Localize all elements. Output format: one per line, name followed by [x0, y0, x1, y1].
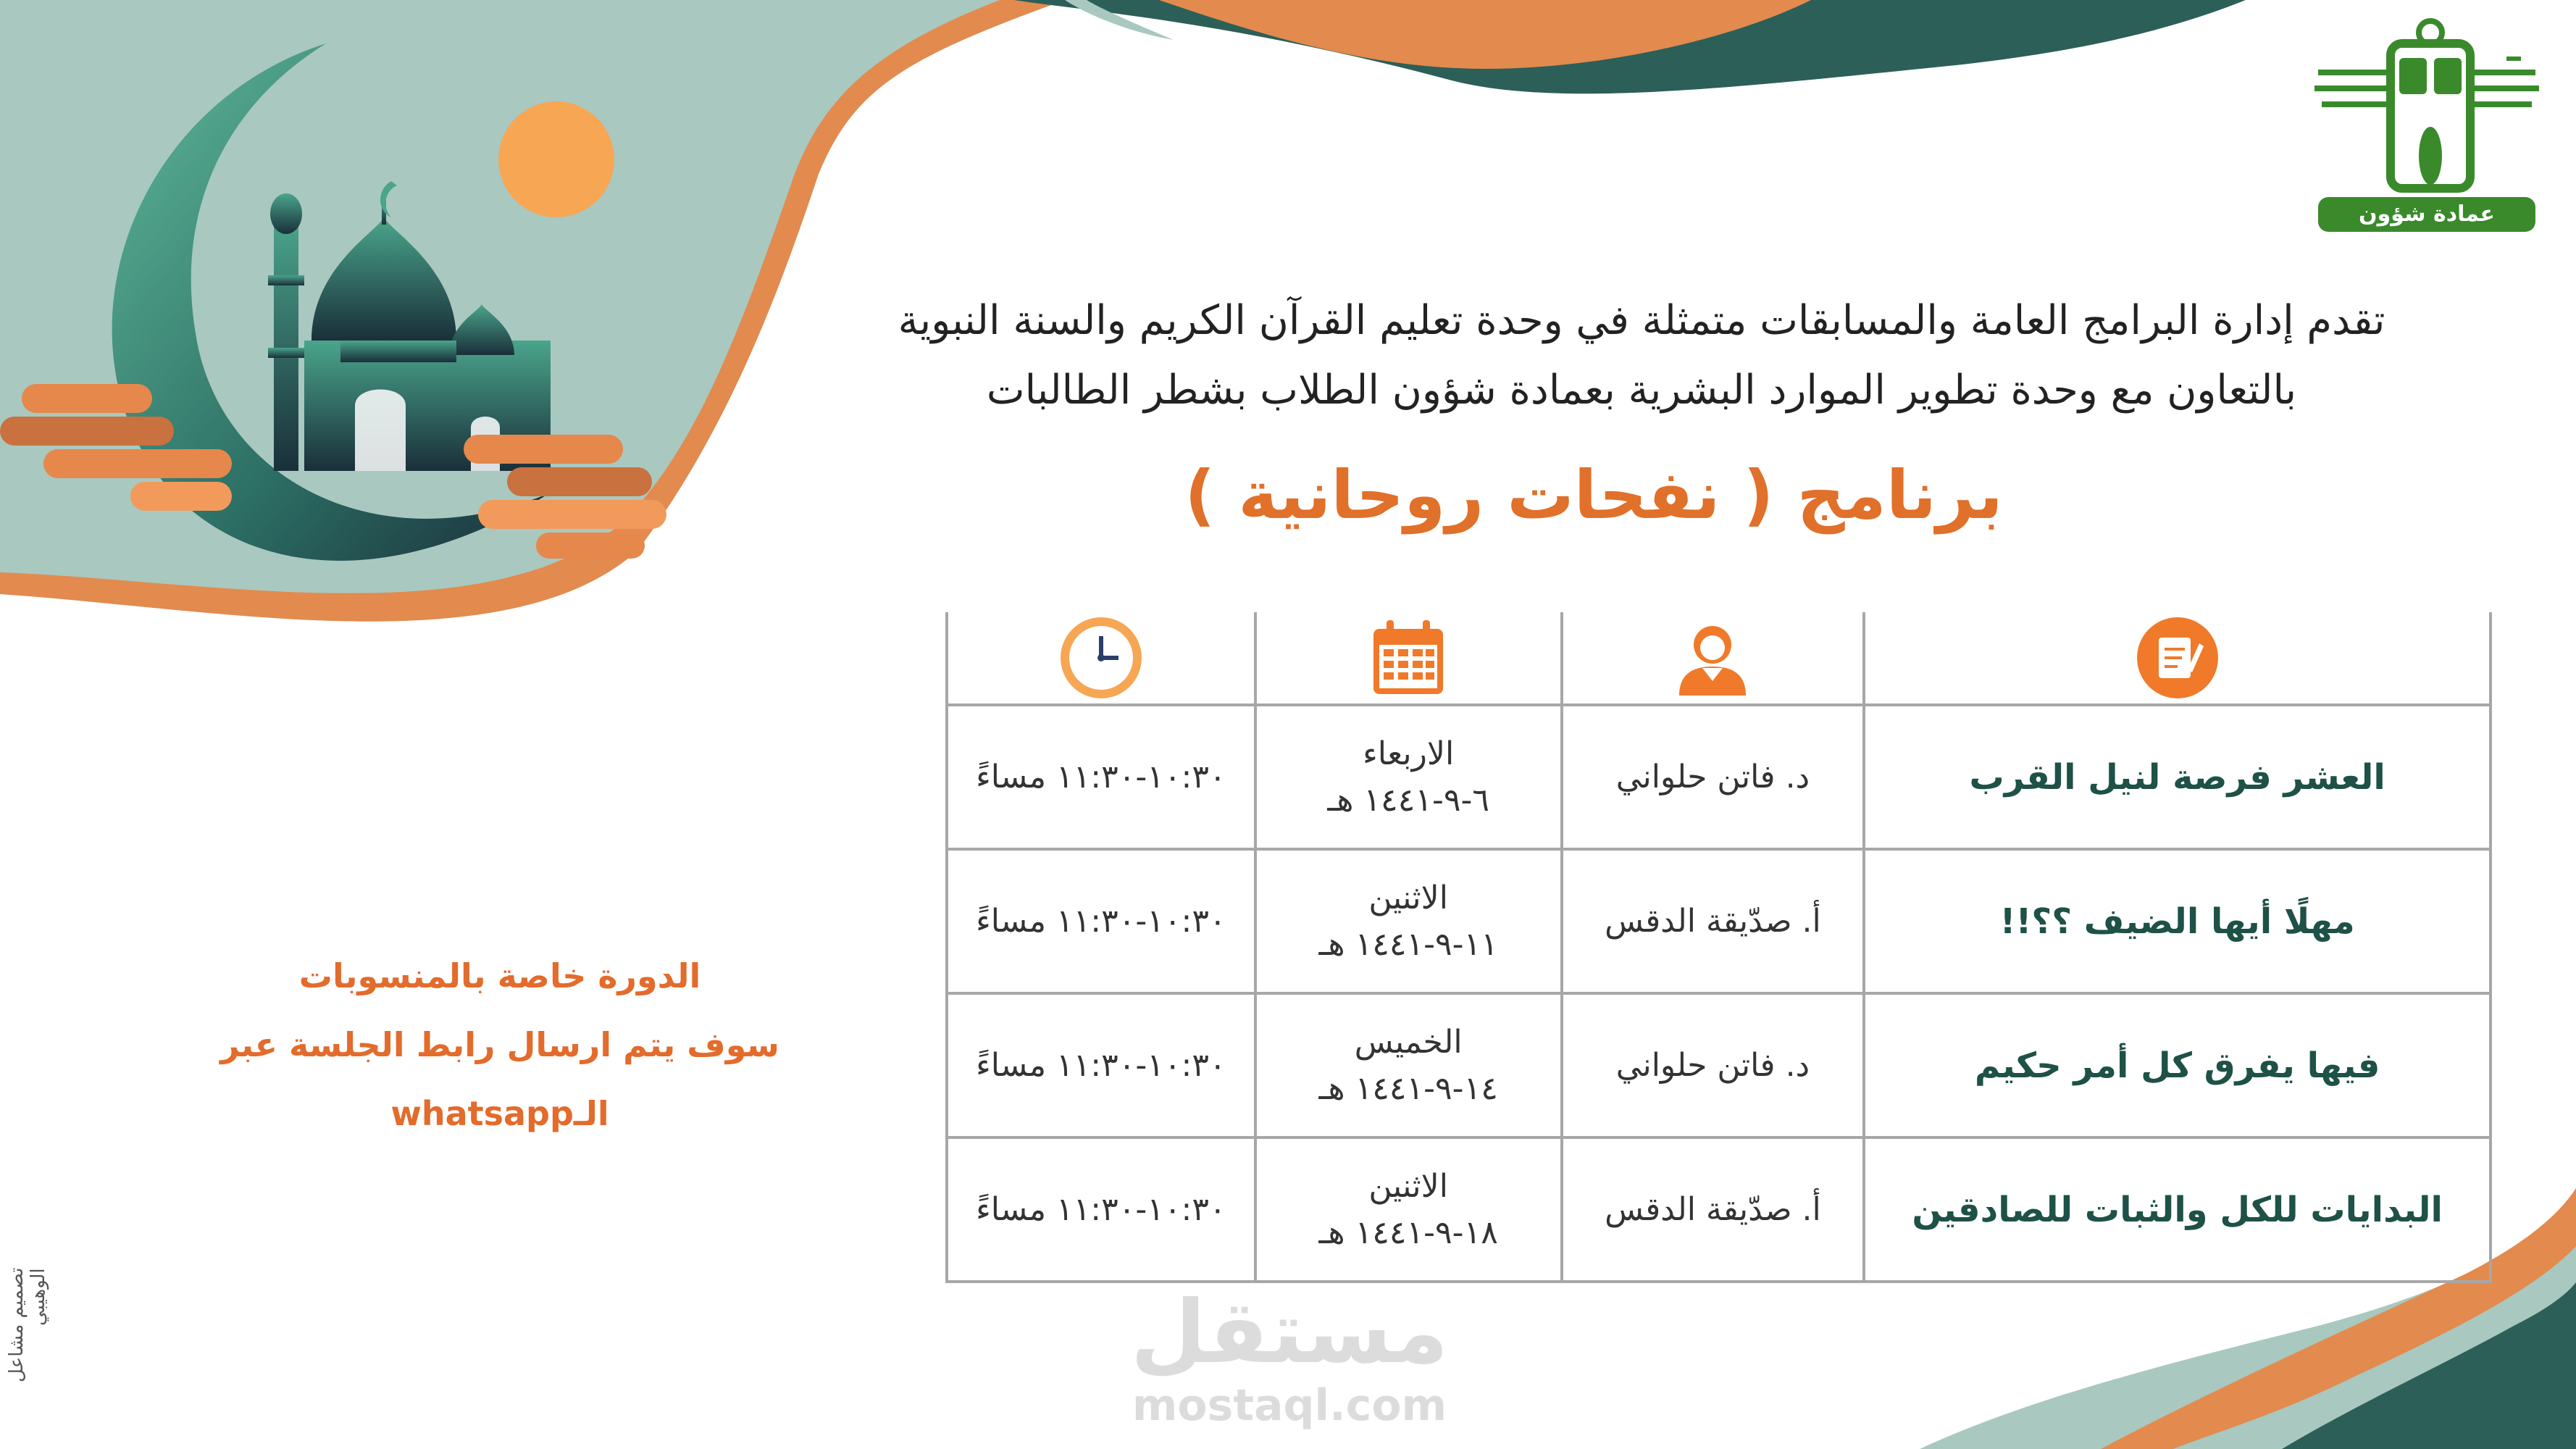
session-time: ١٠:٣٠-١١:٣٠ مساءً [947, 705, 1255, 849]
session-presenter: د. فاتن حلواني [1562, 993, 1865, 1137]
session-time: ١٠:٣٠-١١:٣٠ مساءً [947, 849, 1255, 993]
watermark-arabic: مستقل [1130, 1282, 1449, 1383]
participation-note [109, 942, 891, 1148]
session-hijri-date: ١٤-٩-١٤٤١ هـ [1318, 1069, 1498, 1107]
session-time: ١٠:٣٠-١١:٣٠ مساءً [947, 993, 1255, 1137]
table-row [947, 849, 2491, 993]
note-line-1: الدورة خاصة بالمنسوبات [298, 956, 701, 995]
header-time-cell [947, 612, 1255, 705]
header-date-cell [1255, 612, 1562, 705]
session-day: الاثنين [1368, 1167, 1448, 1205]
table-row [947, 1137, 2491, 1282]
session-title: فيها يفرق كل أمر حكيم [1864, 993, 2491, 1137]
table-row [947, 705, 2491, 849]
watermark [1119, 1282, 1460, 1431]
session-title: مهلًا أيها الضيف ؟؟!! [1864, 849, 2491, 993]
intro-text [808, 286, 2475, 425]
session-day: الاربعاء [1363, 735, 1455, 772]
intro-line-1: تقدم إدارة البرامج العامة والمسابقات متمثلة في وحدة تعليم القرآن الكريم والسنة النبوية [898, 297, 2385, 344]
session-presenter: أ. صدّيقة الدقس [1562, 849, 1865, 993]
session-presenter: د. فاتن حلواني [1562, 705, 1865, 849]
session-date [1255, 849, 1562, 993]
note-line-2: سوف يتم ارسال رابط الجلسة عبر الـwhatsapp [220, 1025, 779, 1133]
session-presenter: أ. صدّيقة الدقس [1562, 1137, 1865, 1282]
session-date [1255, 1137, 1562, 1282]
session-date [1255, 705, 1562, 849]
session-title: العشر فرصة لنيل القرب [1864, 705, 2491, 849]
clock-icon [1058, 614, 1145, 701]
session-hijri-date: ١١-٩-١٤٤١ هـ [1318, 925, 1498, 963]
session-hijri-date: ٦-٩-١٤٤١ هـ [1327, 781, 1490, 819]
session-day: الخميس [1354, 1023, 1463, 1061]
header-title-cell [1864, 612, 2491, 705]
session-title: البدايات للكل والثبات للصادقين [1864, 1137, 2491, 1282]
session-hijri-date: ١٨-٩-١٤٤١ هـ [1318, 1214, 1498, 1251]
session-date [1255, 993, 1562, 1137]
program-title: برنامج ( نفحات روحانية ) [1184, 456, 2003, 534]
session-time: ١٠:٣٠-١١:٣٠ مساءً [947, 1137, 1255, 1282]
table-header-row [947, 612, 2491, 705]
intro-line-2: بالتعاون مع وحدة تطوير الموارد البشرية بعمادة شؤون الطلاب بشطر الطالبات [986, 367, 2297, 414]
sun-circle [498, 101, 614, 217]
notepad-icon [2134, 614, 2221, 701]
designer-credit: تصميم مشاعل الوهيبي [6, 1268, 49, 1383]
logo-caption: عمادة شؤون الطلاب [2359, 201, 2495, 262]
schedule-table [945, 612, 2492, 1283]
table-row [947, 993, 2491, 1137]
watermark-latin: mostaql.com [1132, 1380, 1447, 1431]
session-day: الاثنين [1368, 879, 1448, 916]
person-icon [1669, 614, 1756, 701]
calendar-icon [1365, 614, 1452, 701]
header-presenter-cell [1562, 612, 1865, 705]
